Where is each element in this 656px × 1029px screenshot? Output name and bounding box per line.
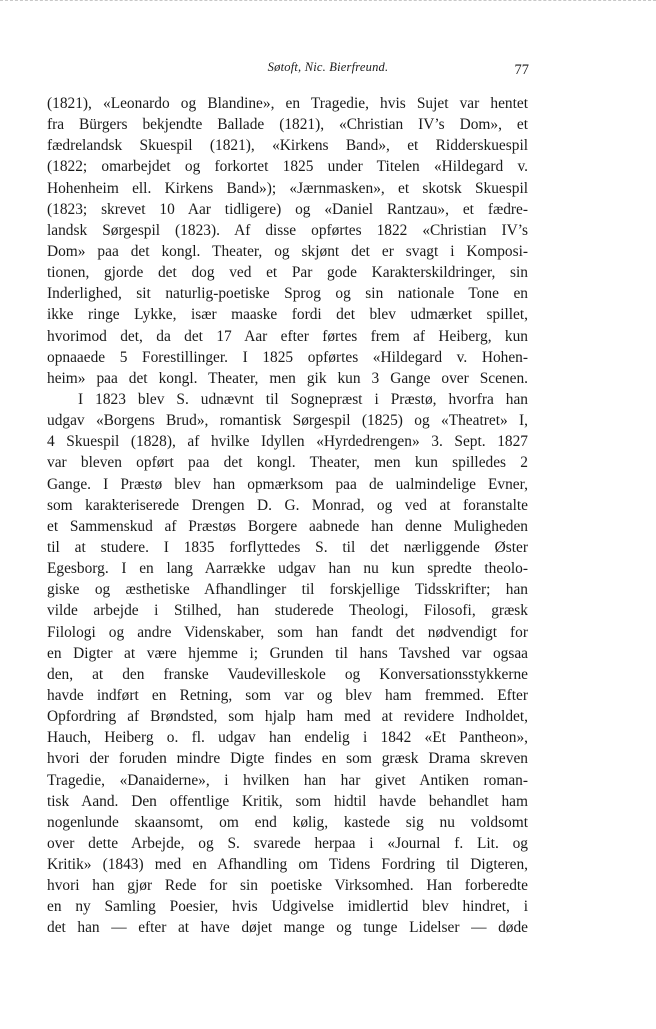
- text-line: (1822; omarbejdet og forkortet 1825 under Titelen «Hildegard v.: [47, 158, 528, 176]
- text-line: nogenlunde skaansomt, om end kølig, kastede sig nu voldsomt: [47, 813, 528, 831]
- text-line: som karakteriserede Drengen D. G. Monrad, og ved at foranstalte: [47, 496, 528, 514]
- text-line: til at studere. I 1835 forflyttedes S. til det nærliggende Øster: [47, 538, 528, 556]
- text-line: Kritik» (1843) med en Afhandling om Tidens Fordring til Digteren,: [47, 856, 528, 874]
- text-line: et Sammenskud af Præstøs Borgere aabnede han denne Muligheden: [47, 517, 528, 535]
- text-line: over dette Arbejde, og S. svarede herpaa i «Journal f. Lit. og: [47, 834, 528, 852]
- text-line: det han — efter at have døjet mange og tunge Lidelser — døde: [47, 919, 528, 937]
- text-line: Egesborg. I en lang Aarrække udgav han nu kun spredte theolo-: [47, 560, 528, 578]
- text-line: fra Bürgers bekjendte Ballade (1821), «Christian IV’s Dom», et: [47, 116, 528, 134]
- running-head: [0, 56, 656, 80]
- page-number: 77: [514, 62, 529, 78]
- text-line: I 1823 blev S. udnævnt til Sognepræst i Præstø, hvorfra han: [78, 390, 528, 408]
- text-line: ikke ringe Lykke, især maaske fordi det blev udmærket spillet,: [47, 306, 528, 324]
- text-line: (1823; skrevet 10 Aar tidligere) og «Daniel Rantzau», et fædre-: [47, 200, 528, 218]
- page-top-edge: [0, 0, 656, 2]
- text-line: havde indført en Retning, som var og blev ham fremmed. Efter: [47, 686, 528, 704]
- text-line: giske og æsthetiske Afhandlinger til forskjellige Tidsskrifter; han: [47, 581, 528, 599]
- text-line: Filologi og andre Videnskaber, som han fandt det nødvendigt for: [47, 623, 528, 641]
- text-line: (1821), «Leonardo og Blandine», en Tragedie, hvis Sujet var hentet: [47, 95, 528, 112]
- text-line: Gange. I Præstø blev han opmærksom paa de ualmindelige Evner,: [47, 475, 528, 493]
- text-line: heim» paa det kongl. Theater, men gik kun 3 Gange over Scenen.: [47, 369, 528, 387]
- text-line: Inderlighed, sit naturlig-poetiske Sprog og sin nationale Tone en: [47, 285, 528, 303]
- text-line: 4 Skuespil (1828), af hvilke Idyllen «Hyrdedrengen» 3. Sept. 1827: [47, 433, 528, 451]
- text-line: Dom» paa det kongl. Theater, og skjønt det er svagt i Komposi-: [47, 242, 528, 260]
- text-line: fædrelandsk Skuespil (1821), «Kirkens Band», et Ridderskuespil: [47, 137, 528, 155]
- text-line: hvori han gjør Rede for sin poetiske Virksomhed. Han forberedte: [47, 877, 528, 895]
- text-line: Opfordring af Brøndsted, som hjalp ham med at revidere Indholdet,: [47, 708, 528, 726]
- text-line: vilde arbejde i Stilhed, han studerede Theologi, Filosofi, græsk: [47, 602, 528, 620]
- text-line: den, at den franske Vaudevilleskole og Konversationsstykkerne: [47, 665, 528, 683]
- text-line: opnaaede 5 Forestillinger. I 1825 opførtes «Hildegard v. Hohen-: [47, 348, 528, 366]
- text-line: tionen, gjorde det dog ved et Par gode Karakterskildringer, sin: [47, 264, 528, 282]
- text-line: hvorimod det, da det 17 Aar efter førtes frem af Heiberg, kun: [47, 327, 528, 345]
- text-line: Tragedie, «Danaiderne», i hvilken han har givet Antiken roman-: [47, 771, 528, 789]
- text-line: landsk Sørgespil (1823). Af disse opførtes 1822 «Christian IV’s: [47, 221, 528, 239]
- running-head-title: Søtoft, Nic. Bierfreund.: [267, 60, 389, 74]
- text-line: tisk Aand. Den offentlige Kritik, som hidtil havde behandlet ham: [47, 792, 528, 810]
- text-line: udgav «Borgens Brud», romantisk Sørgespil (1825) og «Theatret» I,: [47, 412, 528, 430]
- text-line: var bleven opført paa det kongl. Theater, men kun spilledes 2: [47, 454, 528, 472]
- body-text: [47, 93, 528, 939]
- text-line: en Digter at være hjemme i; Grunden til hans Tavshed var ogsaa: [47, 644, 528, 662]
- text-line: en ny Samling Poesier, hvis Udgivelse imidlertid blev hindret, i: [47, 898, 528, 916]
- text-line: Hohenheim ell. Kirkens Band»); «Jærnmasken», et skotsk Skuespil: [47, 179, 528, 197]
- text-line: hvori der foruden mindre Digte findes en som græsk Drama skreven: [47, 750, 528, 768]
- text-line: Hauch, Heiberg o. fl. udgav han endelig i 1842 «Et Pantheon»,: [47, 729, 528, 747]
